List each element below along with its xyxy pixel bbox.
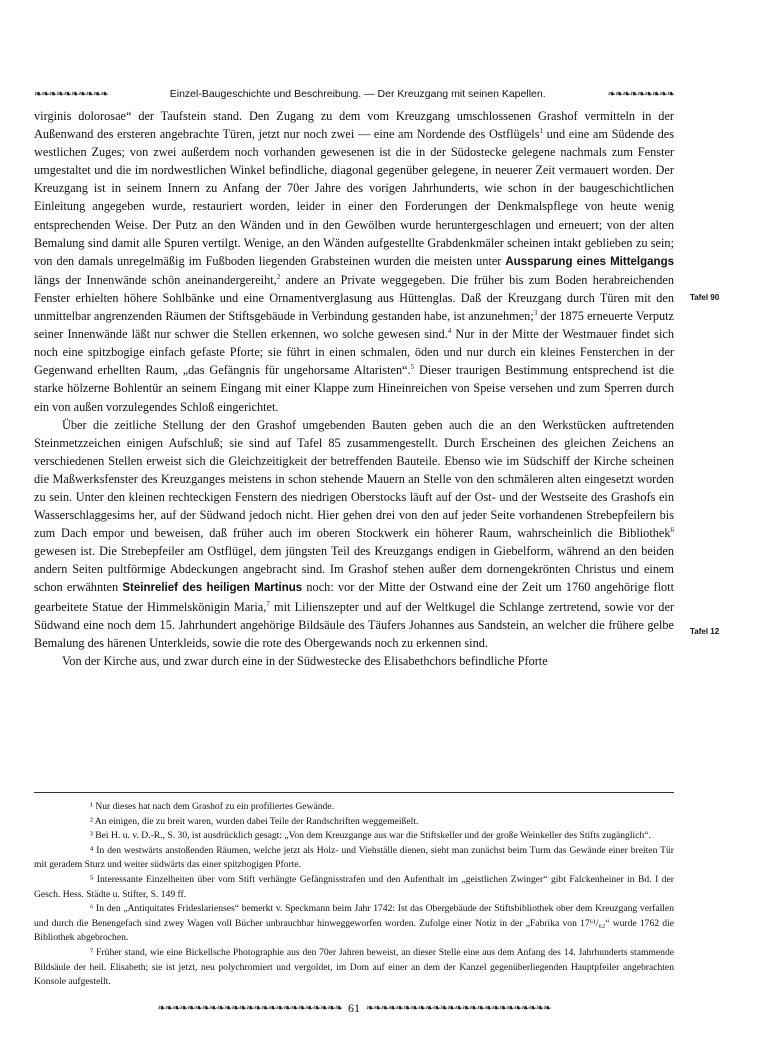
header-ornament-right: ❧❧❧❧❧❧❧❧❧ <box>607 88 674 100</box>
text-run: Über die zeitliche Stellung der den Grashof umgebenden Bauten geben auch die an den Werkstücken auftretenden Steinmetzzeichen einigen Aufschluß; sie sind auf Tafel 85 zusammengestellt. Durch Erscheinen des gleichen Zeichens an verschiedenen Stellen erweist sich die Gleichzeitigkeit der betreffenden Bauteile. Ebenso wie im Südschiff der Kirche scheinen die Maßwerksfenster des Kreuzganges meistens in schon stehende Mauern an Stelle von den schmäleren alten eingesetzt worden zu sein. Unter den kleinen rechteckigen Fenstern des niedrigen Oberstocks läuft auf der Ost- und der Westseite des Grashofs ein Wasserschlaggesims her, auf der Südwand jedoch nicht. Hier gehen drei von den auf jeder Seite vorhandenen Strebepfeilern bis zum Dach empor und beweisen, daß früher auch im oberen Stockwerk ein höherer Raum, wahrscheinlich die Bibliothek <box>34 417 674 541</box>
text-run: virginis dolorosae“ der Taufstein stand. Den Zugang zu dem vom Kreuzgang umschlossenen Grashof vermitteln in der Außenwand des ersteren angebrachte Türen, jetzt nur noch zwei — eine am Nordende des Ostflügels <box>34 109 674 142</box>
page-footer <box>34 1001 674 1015</box>
text-run: Dieser traurigen Bestimmung entsprechend ist die starke hölzerne Bohlentür an seinem Eingang mit einer Klappe zum Hineinreichen von Speise versehen und zum Sperren durch ein von außen vorzulegendes Schloß eingerichtet. <box>34 363 674 414</box>
text-run: und eine am Südende des westlichen Zuges; von zwei außerdem noch vorhanden gewesenen ist die in der Südostecke gelegene nachmals zum Fenster umgestaltet und die im nordwestlichen Winkel befindliche, diagonal gegenüber gelegene, in neuerer Zeit vermauert worden. Der Kreuzgang ist in seinem Innern zu Anfang der 70er Jahre des vorigen Jahrhunderts, wie schon in der baugeschichtlichen Einleitung angegeben wurde, restauriert worden, leider in einer den Forderungen der Denkmalspflege von heute wenig entsprechenden Weise. Der Putz an den Wänden und in den Gewölben wurde heruntergeschlagen und erneuert; von der alten Bemalung sind damit alle Spuren vertilgt. Wenige, an den Wänden aufgestellte Grabdenkmäler scheinen intakt geblieben zu sein; von den damals unregelmäßig im Fußboden liegenden Grabsteinen wurden die meisten unter <box>34 127 674 268</box>
footnote-ref: 6 <box>670 526 674 535</box>
running-header-title: Einzel-Baugeschichte und Beschreibung. — Der Kreuzgang mit seinen Kapellen. <box>169 88 546 100</box>
paragraph-1 <box>34 107 674 416</box>
footer-ornament-right: ❧❧❧❧❧❧❧❧❧❧❧❧❧❧❧❧❧❧❧❧❧❧❧❧❧ <box>366 1002 551 1014</box>
text-run: längs der Innenwände schön aneinandergereiht, <box>34 272 277 287</box>
text-run: andere an Private weggegeben. Die früher bis zum Boden herabreichenden Fenster erhielten höhere Sohlbänke und eine Ornamentverglasung aus Hüttenglas. Daß der Kreuzgang durch Türen mit den unmittelbar angrenzenden Räumen der Stiftsgebäude in Verbindung gestanden habe, ist anzunehmen; <box>34 272 674 324</box>
running-header <box>34 86 674 102</box>
text-run: gewesen ist. Die Strebepfeiler am Ostflügel, dem jüngsten Teil des Kreuzgangs endigen in Giebelform, während an den beiden andern Seiten pultförmige Abdeckungen angebracht sind. Im Grashof stehen außer dem dornengekrönten Christus und einem schon erwähnten <box>34 544 674 595</box>
footnote-1: ¹ Nur dieses hat nach dem Grashof zu ein profiliertes Gewände. <box>90 801 334 812</box>
bold-phrase-mittelgang: Aussparung eines Mittelgangs <box>505 255 674 268</box>
footnote-6: ⁶ In den „Antiquitates Frideslarienses“ bemerkt v. Speckmann beim Jahr 1742: Ist das Obergebäude der Stiftsbibliothek ober dem Kreuzgang verfallen und durch die Benengefach sind zwey Wagen voll Bücher unbrauchbar hinweggeworfen worden. Zufolge einer Notiz in der „Fabrika von 17⁶¹/₆₂“ wurde 1762 die Bibliothek abgebrochen. <box>34 903 674 944</box>
footnote-2: ² An einigen, die zu breit waren, wurden dabei Teile der Randschriften weggemeißelt. <box>90 815 419 827</box>
margin-note-tafel-12: Tafel 12 <box>690 627 720 636</box>
footnote-ref: 4 <box>447 327 452 336</box>
main-text <box>34 107 674 670</box>
footnote-ref: 2 <box>276 272 281 281</box>
text-run: der 1875 erneuerte Verputz seiner Innenwände läßt nur schwer die Stellen erkennen, wo solche gewesen sind. <box>34 309 675 342</box>
footnote-5: ⁵ Interessante Einzelheiten über vom Stift verhängte Gefängnisstrafen und den Aufenthalt im „geistlichen Zwinger“ gibt Falckenheiner in Bd. I der Gesch. Hess. Städte u. Stifter, S. 149 ff. <box>34 873 674 900</box>
paragraph-3: Von der Kirche aus, und zwar durch eine in der Südwestecke des Elisabethchors befindliche Pforte <box>62 653 548 668</box>
footnote-7: ⁷ Früher stand, wie eine Bickellsche Photographie aus den 70er Jahren beweist, an dieser Stelle eine aus dem Anfang des 14. Jahrhunderts stammende Bildsäule der heil. Elisabeth; sie ist jetzt, neu polychromiert und vergoldet, im Dom auf einer an dem der Kanzel gegenüberliegenden Hauptpfeiler angebrachten Konsole aufgestellt. <box>34 946 674 988</box>
page-number: 61 <box>348 1000 360 1015</box>
footnote-ref: 7 <box>266 599 270 608</box>
paragraph-2 <box>34 416 674 652</box>
text-run: Nur in der Mitte der Westmauer findet sich noch eine spitzbogige einfach gefaste Pforte; sie führt in einen schmalen, öden und nur durch ein kleines Fensterchen in der Gegenwand erhellten Raum, „das Gefängnis für ungehorsame Altaristen“. <box>34 327 674 378</box>
bold-phrase-martinus: Steinrelief des heiligen Martinus <box>122 582 303 595</box>
header-ornament-left: ❧❧❧❧❧❧❧❧❧❧ <box>34 88 108 100</box>
text-run: noch: vor der Mitte der Ostwand eine der Zeit um 1760 angehörige flott gearbeitete Statue der Himmelskönigin Maria, <box>34 580 674 614</box>
footnote-4: ⁴ In den westwärts anstoßenden Räumen, welche jetzt als Holz- und Viehställe dienen, sieht man zunächst beim Turm das Gewände einer breiten Tür mit geradem Sturz und weiter südwärts das einer spitzbogigen Pforte. <box>34 844 674 871</box>
footnotes <box>34 800 674 990</box>
footnote-ref: 5 <box>410 363 415 372</box>
margin-note-tafel-90: Tafel 90 <box>690 293 720 302</box>
text-run: mit Lilienszepter und auf der Weltkugel die Schlange zertretend, sowie vor der Südwand eine noch dem 15. Jahrhundert angehörige Bildsäule des Täufers Johannes aus Sandstein, an welcher die frühere gelbe Bemalung des härenen Unterkleids, sowie die rote des Obergewands noch zu erkennen sind. <box>34 599 674 650</box>
footnote-3: ³ Bei H. u. v. D.-R., S. 30, ist ausdrücklich gesagt: „Von dem Kreuzgange aus war die Stiftskeller und der große Weinkeller des Stifts zugänglich“. <box>90 830 651 842</box>
footnote-divider <box>34 792 674 793</box>
footnote-ref: 1 <box>539 127 543 135</box>
footnote-ref: 3 <box>533 308 538 317</box>
footer-ornament-left: ❧❧❧❧❧❧❧❧❧❧❧❧❧❧❧❧❧❧❧❧❧❧❧❧❧ <box>157 1002 342 1014</box>
